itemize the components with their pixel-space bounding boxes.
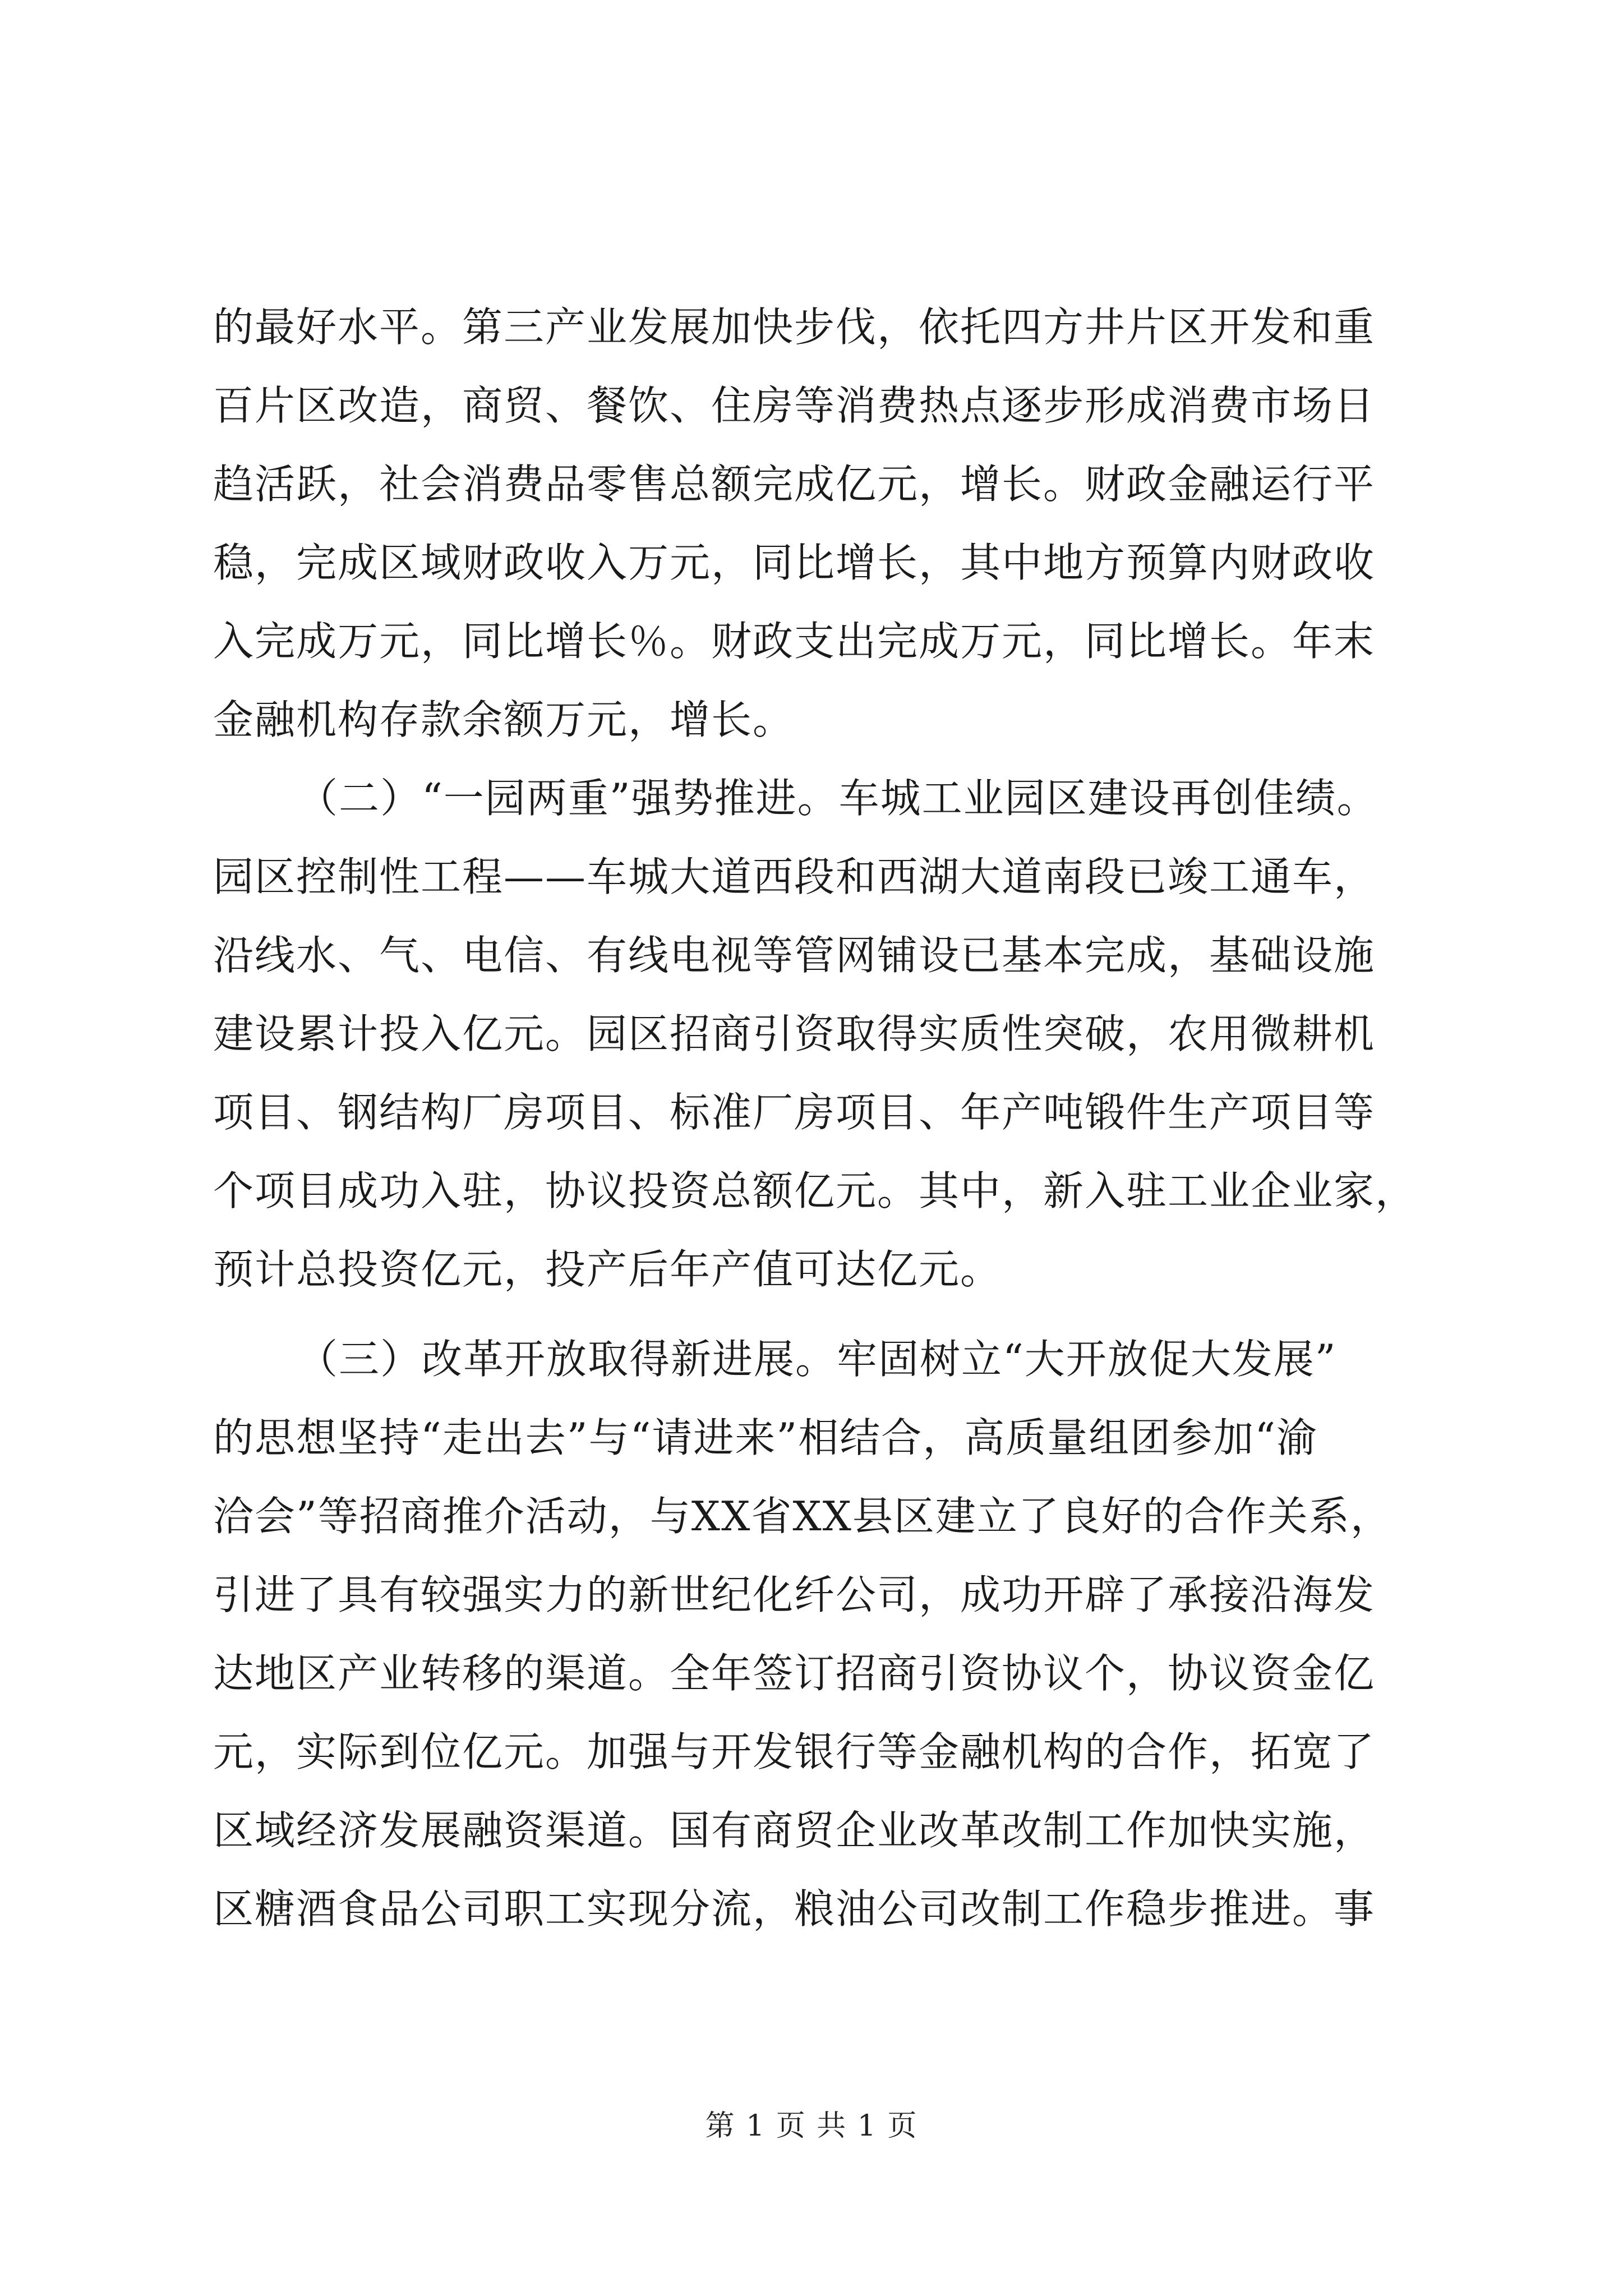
paragraph-line: 的最好水平。第三产业发展加快步伐，依托四方井片区开发和重 bbox=[213, 303, 1376, 351]
paragraph-line: 区域经济发展融资渠道。国有商贸企业改革改制工作加快实施， bbox=[213, 1807, 1376, 1854]
paragraph-line: 元，实际到位亿元。加强与开发银行等金融机构的合作，拓宽了 bbox=[213, 1728, 1376, 1775]
page-number-footer: 第 1 页 共 1 页 bbox=[705, 2109, 918, 2143]
paragraph-line: 预计总投资亿元，投产后年产值可达亿元。 bbox=[213, 1246, 1002, 1293]
paragraph-line: 洽会”等招商推介活动，与XX省XX县区建立了良好的合作关系， bbox=[213, 1493, 1392, 1540]
paragraph-line: 趋活跃，社会消费品零售总额完成亿元，增长。财政金融运行平 bbox=[213, 461, 1376, 508]
paragraph-line: 的思想坚持“走出去”与“请进来”相结合，高质量组团参加“渝 bbox=[213, 1414, 1318, 1461]
paragraph-line: 稳，完成区域财政收入万元，同比增长，其中地方预算内财政收 bbox=[213, 539, 1376, 586]
paragraph-line: 项目、钢结构厂房项目、标准厂房项目、年产吨锻件生产项目等 bbox=[213, 1089, 1376, 1136]
paragraph-line: 区糖酒食品公司职工实现分流，粮油公司改制工作稳步推进。事 bbox=[213, 1885, 1376, 1932]
paragraph-line: 金融机构存款余额万元，增长。 bbox=[213, 696, 795, 743]
paragraph-line: 达地区产业转移的渠道。全年签订招商引资协议个，协议资金亿 bbox=[213, 1650, 1376, 1697]
paragraph-line: 园区控制性工程——车城大道西段和西湖大道南段已竣工通车， bbox=[213, 853, 1376, 900]
paragraph-line: 个项目成功入驻，协议投资总额亿元。其中，新入驻工业企业家， bbox=[213, 1167, 1417, 1214]
paragraph-line: 引进了具有较强实力的新世纪化纤公司，成功开辟了承接沿海发 bbox=[213, 1571, 1376, 1618]
paragraph-line: 沿线水、气、电信、有线电视等管网铺设已基本完成，基础设施 bbox=[213, 932, 1376, 979]
paragraph-line: 百片区改造，商贸、餐饮、住房等消费热点逐步形成消费市场日 bbox=[213, 382, 1376, 429]
section-heading-line: （三）改革开放取得新进展。牢固树立“大开放促大发展” bbox=[297, 1336, 1337, 1383]
paragraph-line: 建设累计投入亿元。园区招商引资取得实质性突破，农用微耕机 bbox=[213, 1010, 1376, 1057]
section-heading-line: （二）“一园两重”强势推进。车城工业园区建设再创佳绩。 bbox=[297, 775, 1378, 822]
paragraph-line: 入完成万元，同比增长％。财政支出完成万元，同比增长。年末 bbox=[213, 618, 1376, 665]
